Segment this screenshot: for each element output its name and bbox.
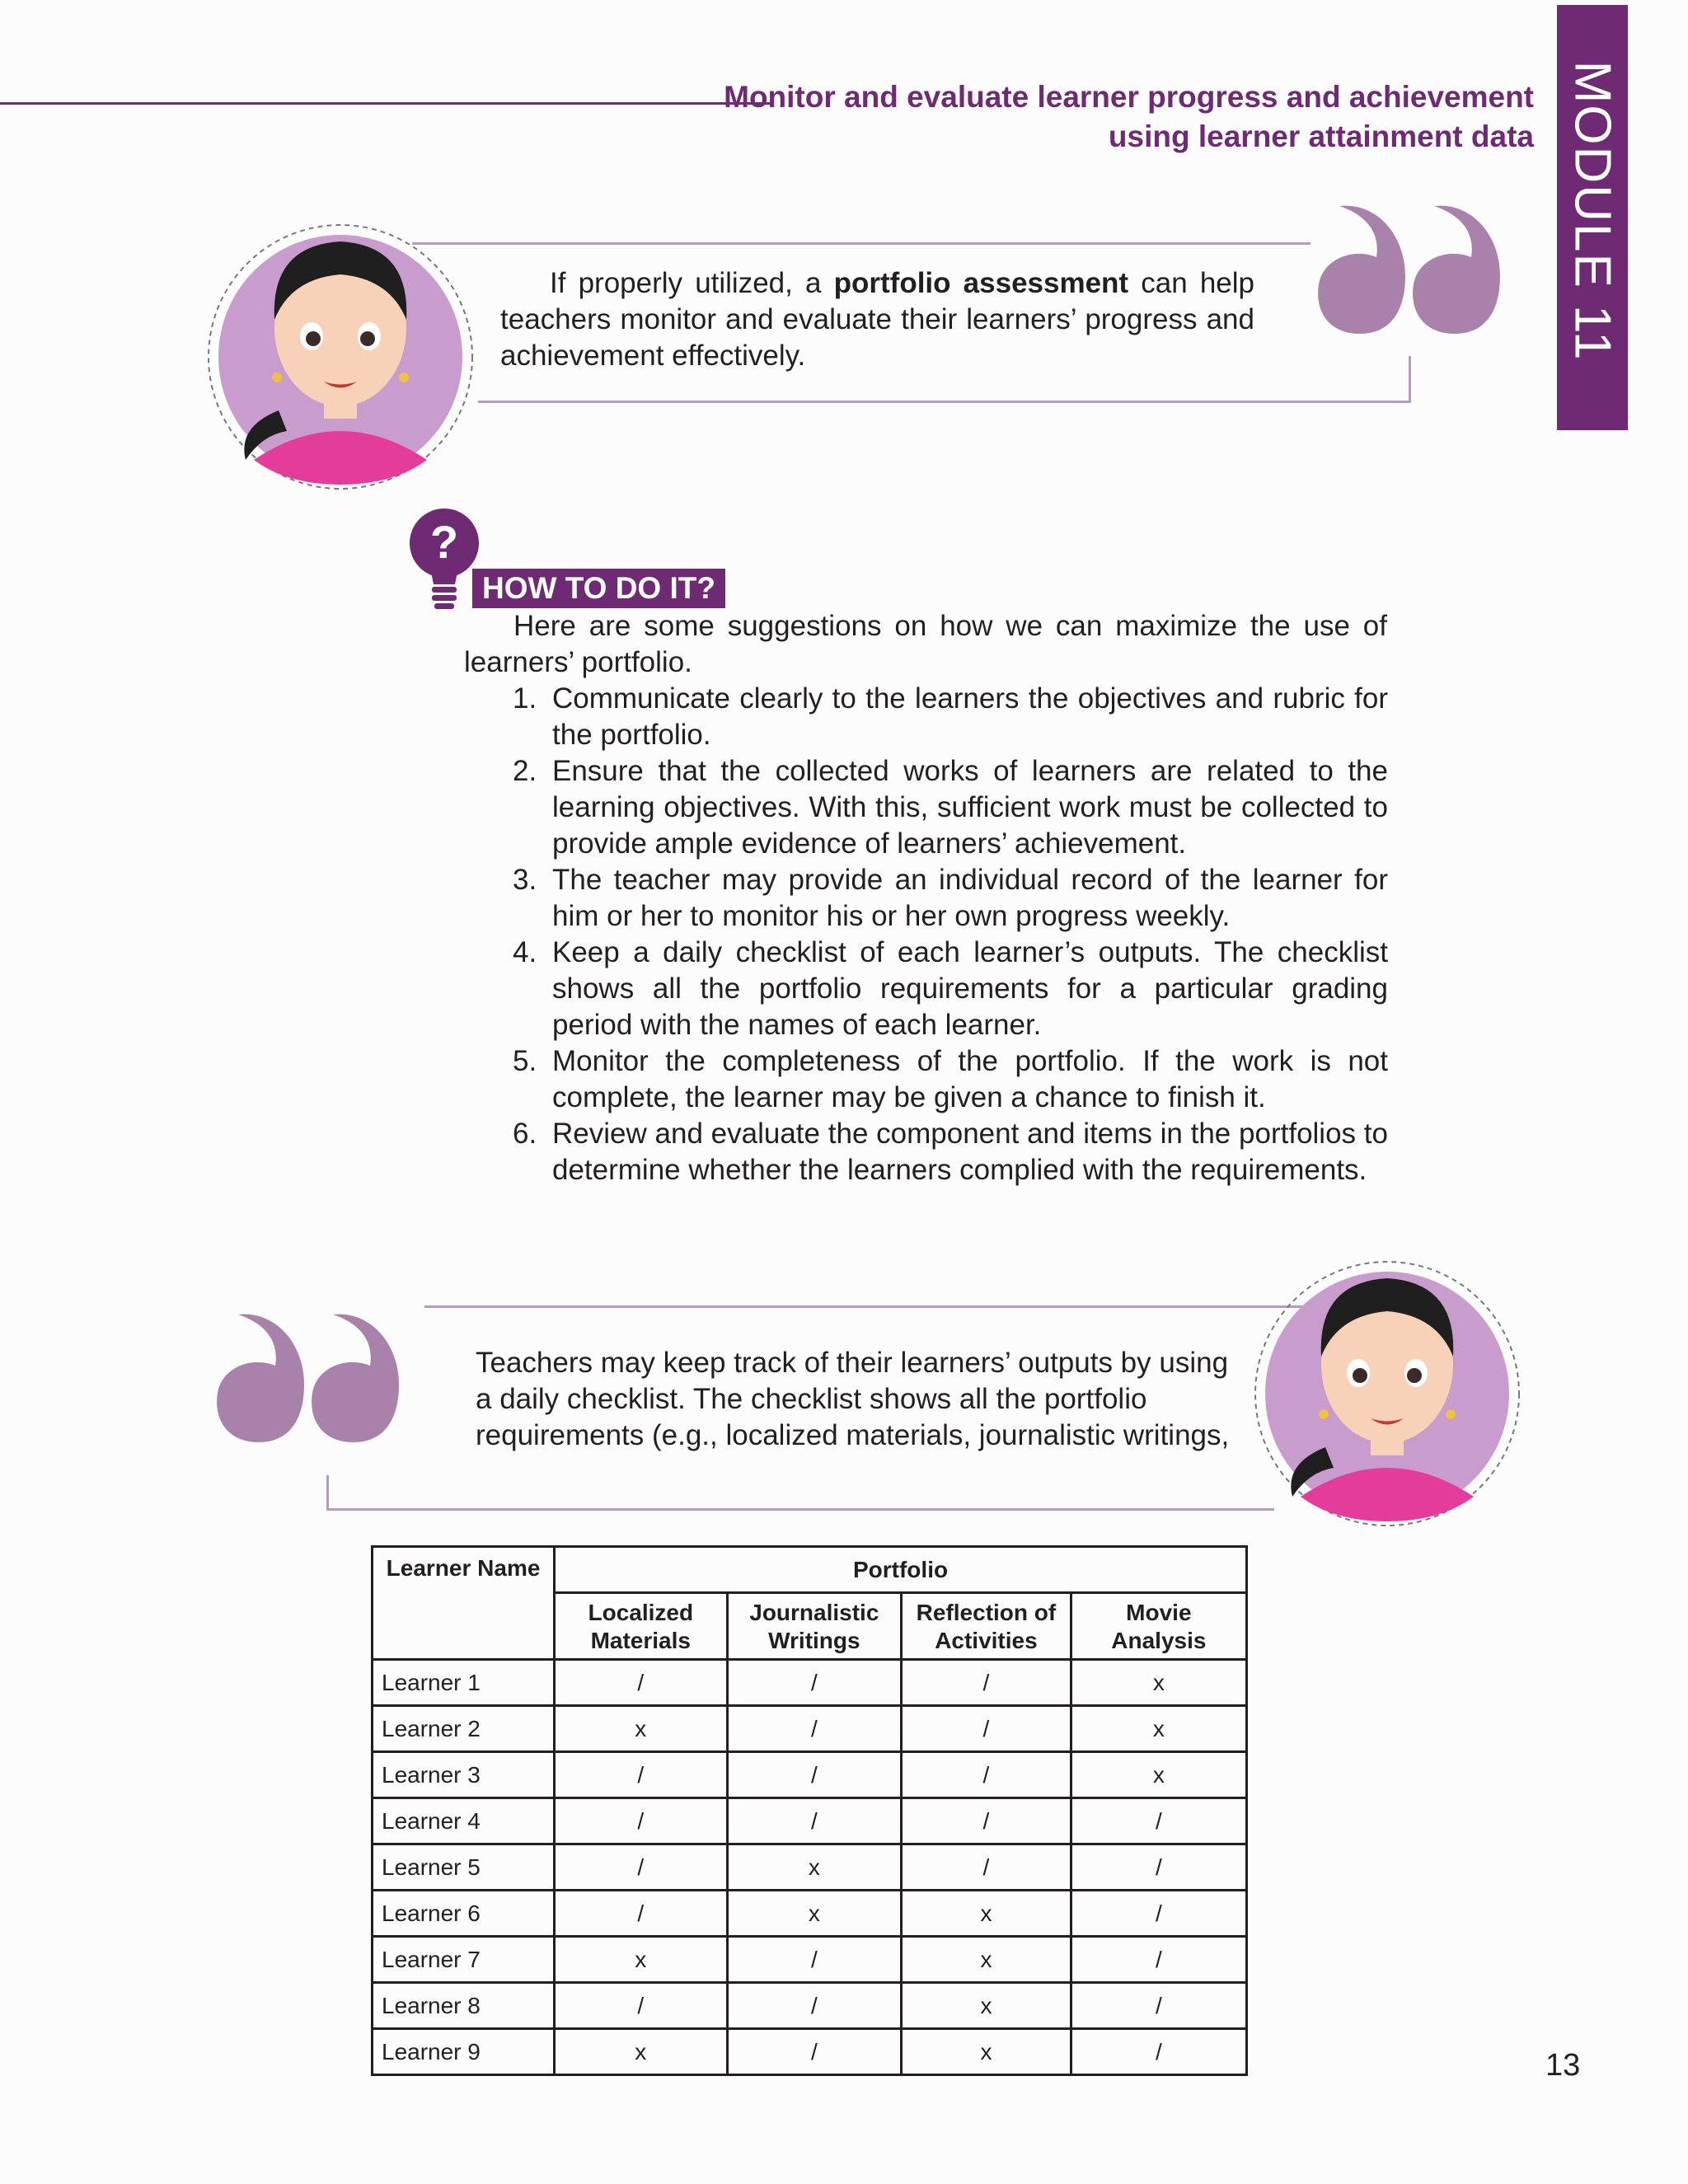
table-row <box>373 1891 1247 1937</box>
check-cell: / <box>1071 2029 1246 2075</box>
check-cell: x <box>902 1983 1071 2029</box>
check-cell: / <box>902 1660 1071 1706</box>
check-cell: / <box>1071 1891 1246 1937</box>
check-cell: / <box>555 1660 727 1706</box>
list-item <box>513 1116 1388 1188</box>
step-text: Review and evaluate the component and items in the portfolios to determine whether the learners complied with the requirements. <box>552 1118 1388 1186</box>
quote1-text <box>500 265 1254 374</box>
list-item <box>513 935 1388 1043</box>
quote1-text-after: can help teachers monitor and evaluate their learners’ progress and achievement effectively. <box>500 267 1254 372</box>
table-row <box>373 1798 1247 1844</box>
check-cell: / <box>727 2029 902 2075</box>
quote1-frame-bottom <box>478 401 1411 403</box>
column-header <box>555 1593 727 1660</box>
check-cell: / <box>727 1937 902 1983</box>
step-number: 2. <box>513 755 537 787</box>
table-row <box>373 2029 1247 2075</box>
howto-steps <box>513 681 1388 1188</box>
check-cell: / <box>727 1752 902 1798</box>
check-cell: / <box>555 1798 727 1844</box>
check-cell: x <box>727 1891 902 1937</box>
quote2-text: Teachers may keep track of their learners’ outputs by using a daily checklist. The checklist shows all the portfolio requirements (e.g., localized materials, journalistic writings, <box>476 1347 1230 1451</box>
list-item <box>513 681 1388 753</box>
module-tab <box>1557 5 1628 430</box>
check-cell: / <box>555 1844 727 1891</box>
page-header-title <box>710 77 1534 157</box>
module-label: MODULE 11 <box>1564 60 1621 362</box>
check-cell: x <box>555 1706 727 1752</box>
check-cell: / <box>902 1844 1071 1891</box>
table-row <box>373 1752 1247 1798</box>
check-cell: / <box>555 1752 727 1798</box>
list-item <box>513 753 1388 862</box>
column-header-line: Materials <box>590 1628 691 1653</box>
check-cell: x <box>555 2029 727 2075</box>
quote1-text-before: If properly utilized, a <box>550 267 834 299</box>
check-cell: x <box>1071 1752 1246 1798</box>
quote2-frame-left <box>326 1475 329 1511</box>
list-item <box>513 1043 1388 1116</box>
opening-quote-icon <box>214 1306 404 1446</box>
check-cell: / <box>1071 1844 1246 1891</box>
howto-intro: Here are some suggestions on how we can maximize the use of learners’ portfolio. <box>464 610 1387 678</box>
step-number: 3. <box>513 864 537 896</box>
learner-name-cell: Learner 7 <box>373 1937 555 1983</box>
quote1-frame-right <box>1409 356 1411 403</box>
check-cell: / <box>1071 1937 1246 1983</box>
column-header <box>1071 1593 1246 1660</box>
table-row <box>373 1844 1247 1891</box>
column-header-line: Localized <box>588 1600 694 1625</box>
quote1-frame-top <box>412 242 1311 245</box>
learner-name-cell: Learner 2 <box>373 1706 555 1752</box>
step-number: 6. <box>513 1118 537 1150</box>
check-cell: / <box>902 1752 1071 1798</box>
quote1-bold-term: portfolio assessment <box>833 267 1129 299</box>
table-row <box>373 1937 1247 1983</box>
list-item <box>513 862 1388 935</box>
step-number: 5. <box>513 1045 537 1077</box>
header-learner-name: Learner Name <box>373 1547 555 1660</box>
teacher-avatar-1 <box>204 221 476 493</box>
header-portfolio: Portfolio <box>555 1547 1247 1593</box>
teacher-avatar-2 <box>1251 1258 1523 1530</box>
step-number: 1. <box>513 682 537 715</box>
svg-text:?: ? <box>429 516 459 568</box>
check-cell: / <box>727 1706 902 1752</box>
step-text: Keep a daily checklist of each learner’s outputs. The checklist shows all the portfolio requirements for a particular grading period with the names of each learner. <box>552 936 1388 1041</box>
check-cell: x <box>727 1844 902 1891</box>
check-cell: x <box>902 2029 1071 2075</box>
table-row <box>373 1706 1247 1752</box>
header-rule <box>0 102 771 105</box>
table-row <box>373 1660 1247 1706</box>
check-cell: / <box>727 1798 902 1844</box>
learner-name-cell: Learner 8 <box>373 1983 555 2029</box>
learner-name-cell: Learner 5 <box>373 1844 555 1891</box>
check-cell: x <box>555 1937 727 1983</box>
check-cell: / <box>902 1798 1071 1844</box>
check-cell: / <box>555 1983 727 2029</box>
step-number: 4. <box>513 936 537 968</box>
portfolio-checklist-table <box>371 1545 1248 2076</box>
header-title-line1: Monitor and evaluate learner progress and achievement <box>724 80 1534 114</box>
step-text: Ensure that the collected works of learners are related to the learning objectives. With this, sufficient work must be collected to provide ample evidence of learners’ achievement. <box>552 755 1388 860</box>
check-cell: x <box>1071 1706 1246 1752</box>
table-row <box>373 1983 1247 2029</box>
column-header <box>727 1593 902 1660</box>
quote2-frame-top <box>424 1305 1339 1308</box>
header-title-line2: using learner attainment data <box>1108 120 1534 153</box>
check-cell: x <box>902 1891 1071 1937</box>
column-header-line: Journalistic <box>749 1600 879 1625</box>
howto-badge: HOW TO DO IT? <box>472 569 725 608</box>
check-cell: x <box>1071 1660 1246 1706</box>
learner-name-cell: Learner 6 <box>373 1891 555 1937</box>
check-cell: / <box>902 1706 1071 1752</box>
closing-quote-icon <box>1315 198 1504 338</box>
learner-name-cell: Learner 3 <box>373 1752 555 1798</box>
check-cell: / <box>727 1983 902 2029</box>
column-header-line: Reflection of <box>916 1600 1057 1625</box>
check-cell: / <box>1071 1983 1246 2029</box>
quote2-frame-bottom <box>326 1508 1274 1511</box>
table-header-row <box>373 1547 1247 1593</box>
check-cell: / <box>1071 1798 1246 1844</box>
learner-name-cell: Learner 4 <box>373 1798 555 1844</box>
step-text: Communicate clearly to the learners the objectives and rubric for the portfolio. <box>552 682 1388 751</box>
check-cell: / <box>555 1891 727 1937</box>
column-header-line: Writings <box>768 1628 860 1653</box>
learner-name-cell: Learner 9 <box>373 2029 555 2075</box>
step-text: The teacher may provide an individual record of the learner for him or her to monitor his or her own progress weekly. <box>552 864 1388 932</box>
question-bulb-icon <box>407 506 481 613</box>
column-header-line: Movie Analysis <box>1111 1600 1207 1653</box>
column-header-line: Activities <box>935 1628 1038 1653</box>
page-number: 13 <box>1545 2048 1581 2083</box>
column-header <box>902 1593 1071 1660</box>
check-cell: / <box>727 1660 902 1706</box>
learner-name-cell: Learner 1 <box>373 1660 555 1706</box>
check-cell: x <box>902 1937 1071 1983</box>
step-text: Monitor the completeness of the portfolio. If the work is not complete, the learner may be given a chance to finish it. <box>552 1045 1388 1113</box>
